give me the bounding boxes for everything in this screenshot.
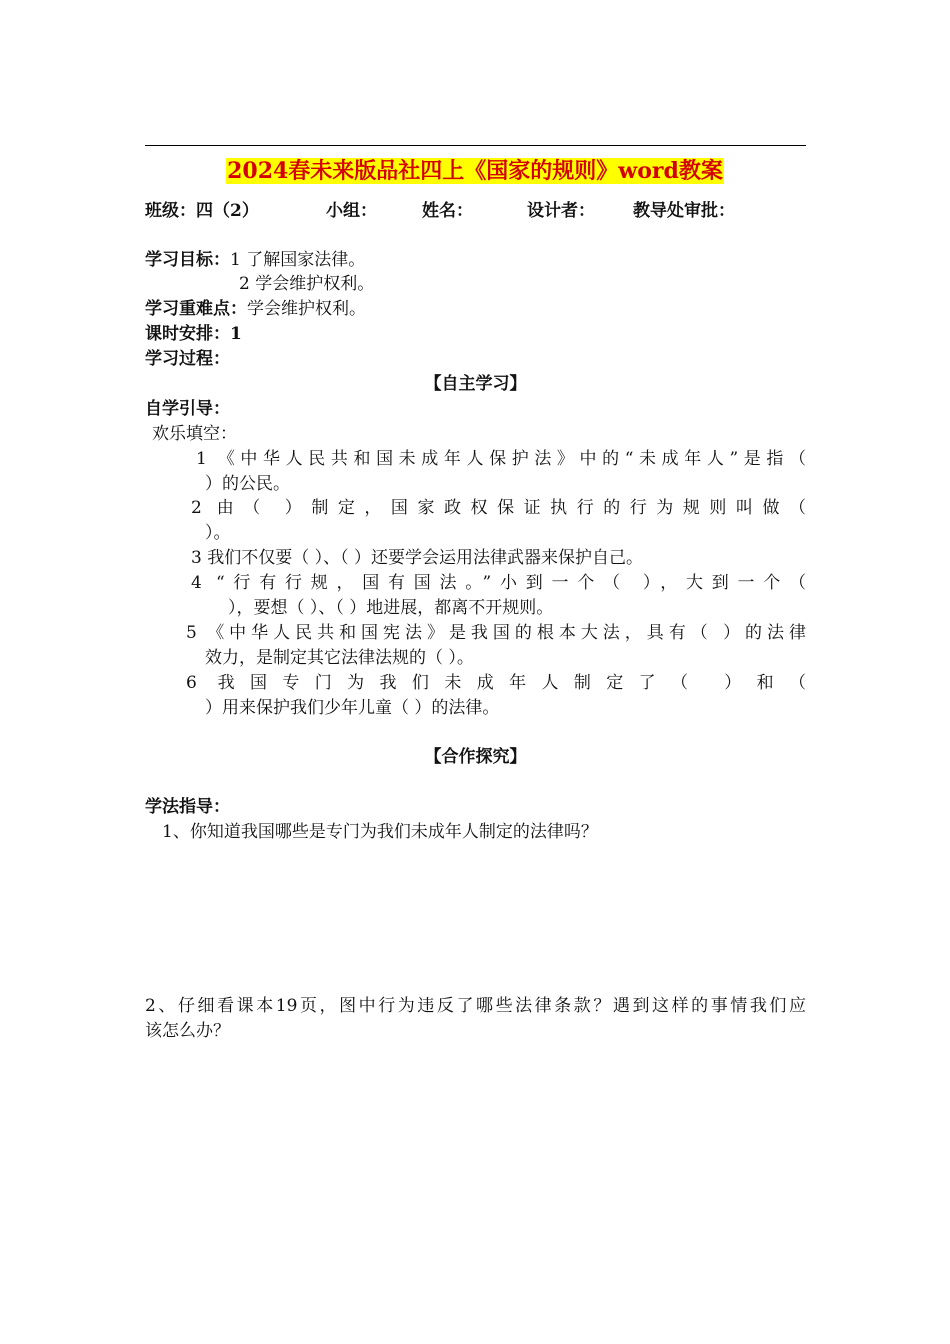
schedule-label: 课时安排： — [145, 324, 230, 344]
name-label: 姓名： — [422, 201, 473, 221]
keypoint-row — [145, 297, 366, 321]
keypoint-text: 学会维护权利。 — [247, 299, 366, 319]
keypoint-label: 学习重难点： — [145, 299, 247, 319]
self-study-guide-label: 自学引导： — [145, 399, 230, 419]
fill-blank-intro: 欢乐填空： — [152, 424, 237, 444]
question-4-line-1: 4 “行有行规，国有国法。”小到一个（ ），大到一个（ — [191, 573, 806, 593]
section-heading-cooperative-inquiry: 【合作探究】 — [424, 747, 527, 767]
question-2-line-1: 2 由（ ）制定，国家政权保证执行的行为规则叫做（ — [191, 498, 806, 518]
section-heading-self-study: 【自主学习】 — [424, 374, 527, 394]
question-5-line-1: 5 《中华人民共和国宪法》是我国的根本大法，具有（ ）的法律 — [186, 623, 806, 643]
question-1-line-1: 1 《中华人民共和国未成年人保护法》中的“未成年人”是指（ — [196, 449, 806, 469]
group-label: 小组： — [326, 201, 377, 221]
inquiry-question-1: 1、你知道我国哪些是专门为我们未成年人制定的法律吗？ — [162, 822, 598, 842]
question-6-line-1: 6 我国专门为我们未成年人制定了（ ）和（ — [186, 673, 806, 693]
goal-item-1: 1 了解国家法律。 — [230, 250, 366, 270]
schedule-text: 1 — [230, 324, 242, 344]
inquiry-question-2-line-2: 该怎么办？ — [145, 1021, 230, 1041]
goal-item-2: 2 学会维护权利。 — [239, 274, 375, 294]
question-1-line-2: ）的公民。 — [205, 474, 290, 494]
goals-label: 学习目标： — [145, 250, 230, 270]
page-title — [0, 156, 950, 186]
question-5-line-2: 效力，是制定其它法律法规的（ ）。 — [205, 648, 474, 668]
question-2-line-2: ）。 — [205, 523, 231, 543]
designer-label: 设计者： — [527, 201, 595, 221]
schedule-row — [145, 322, 242, 346]
title-text: 2024春未来版品社四上《国家的规则》word教案 — [227, 158, 723, 184]
question-6-line-2: ）用来保护我们少年儿童（ ）的法律。 — [205, 698, 500, 718]
question-4-line-2: ），要想（ ）、（ ）地进展，都离不开规则。 — [228, 598, 554, 618]
goals-row — [145, 248, 365, 272]
question-3: 3 我们不仅要（ ）、（ ）还要学会运用法律武器来保护自己。 — [191, 548, 644, 568]
top-rule — [145, 145, 806, 146]
inquiry-question-2-line-1: 2、仔细看课本19页，图中行为违反了哪些法律条款？遇到这样的事情我们应 — [145, 996, 806, 1016]
approval-label: 教导处审批： — [633, 201, 735, 221]
process-label: 学习过程： — [145, 349, 230, 369]
method-guide-label: 学法指导： — [145, 797, 230, 817]
class-label: 班级：四（2） — [145, 201, 259, 221]
